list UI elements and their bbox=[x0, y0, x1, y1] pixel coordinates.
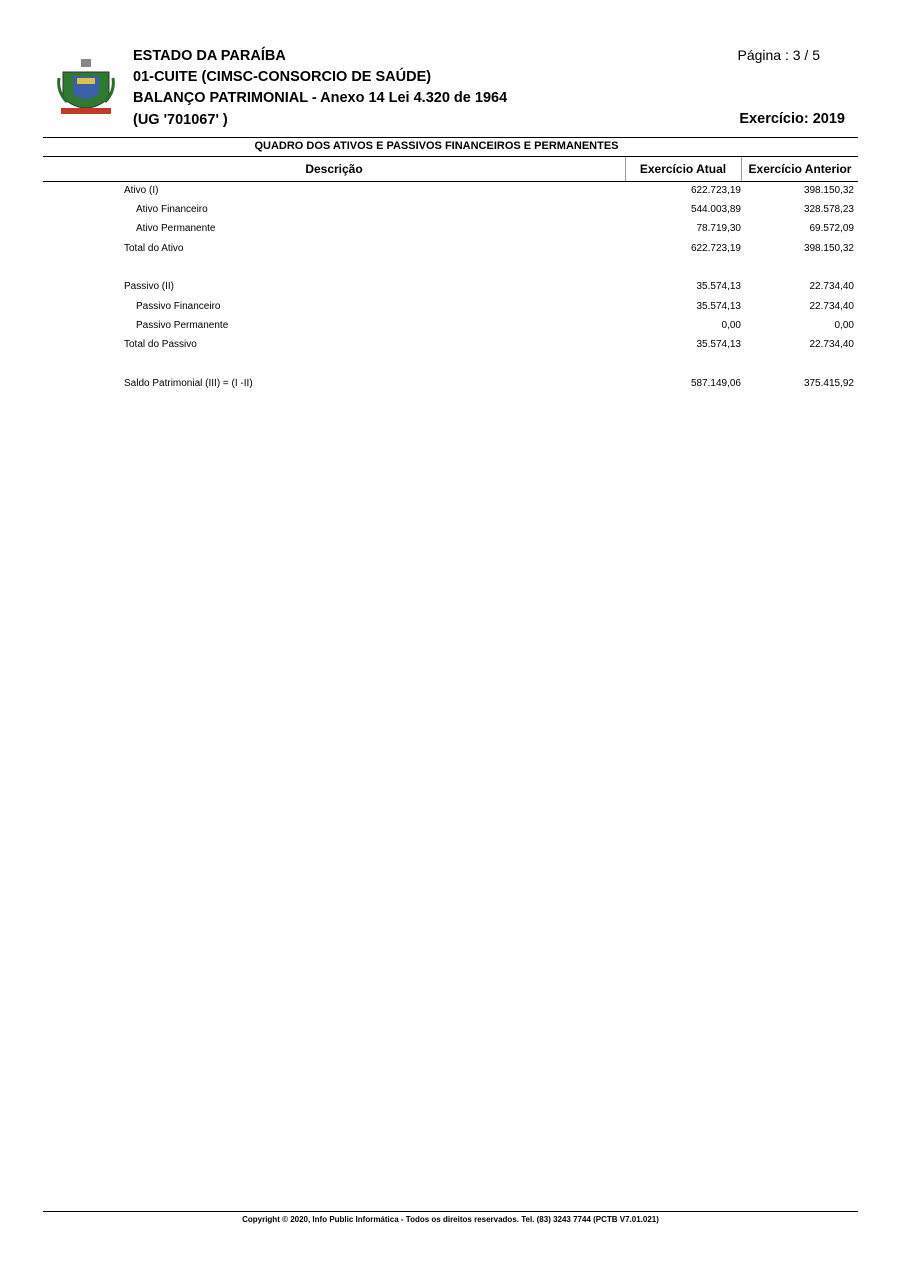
footer-divider bbox=[43, 1211, 858, 1212]
row-value-atual: 0,00 bbox=[721, 320, 741, 331]
footer-copyright: Copyright © 2020, Info Public Informática - Todos os direitos reservados. Tel. (83) 3243 7744 (PCTB V7.01.021) bbox=[242, 1215, 659, 1224]
ug-code: (UG '701067' ) bbox=[133, 112, 228, 128]
column-header-descricao: Descrição bbox=[305, 162, 363, 176]
row-value-anterior: 69.572,09 bbox=[809, 223, 854, 234]
table-title: QUADRO DOS ATIVOS E PASSIVOS FINANCEIROS E PERMANENTES bbox=[254, 140, 619, 152]
table-row bbox=[0, 277, 900, 296]
entity-title: 01-CUITE (CIMSC-CONSORCIO DE SAÚDE) bbox=[133, 69, 432, 85]
row-value-anterior: 398.150,32 bbox=[803, 243, 854, 254]
row-description: Total do Ativo bbox=[124, 243, 184, 254]
state-title: ESTADO DA PARAÍBA bbox=[133, 48, 286, 64]
row-value-atual: 622.723,19 bbox=[690, 243, 741, 254]
row-description: Passivo (II) bbox=[124, 281, 175, 292]
row-description: Total do Passivo bbox=[124, 339, 197, 350]
row-value-atual: 35.574,13 bbox=[696, 301, 741, 312]
table-row bbox=[0, 200, 900, 219]
row-value-anterior: 0,00 bbox=[834, 320, 854, 331]
column-header-anterior: Exercício Anterior bbox=[748, 162, 852, 176]
row-value-atual: 35.574,13 bbox=[696, 281, 741, 292]
row-description: Ativo Financeiro bbox=[136, 204, 208, 215]
column-header-atual: Exercício Atual bbox=[639, 162, 727, 176]
row-value-atual: 587.149,06 bbox=[690, 378, 741, 389]
table-row bbox=[0, 374, 900, 393]
table-row bbox=[0, 297, 900, 316]
header-divider bbox=[43, 137, 858, 138]
coat-of-arms-icon bbox=[55, 58, 117, 120]
row-value-atual: 35.574,13 bbox=[696, 339, 741, 350]
row-value-anterior: 398.150,32 bbox=[803, 185, 854, 196]
exercicio-year: Exercício: 2019 bbox=[739, 111, 845, 127]
row-description: Passivo Financeiro bbox=[136, 301, 221, 312]
row-description: Ativo Permanente bbox=[136, 223, 216, 234]
row-value-anterior: 22.734,40 bbox=[809, 281, 854, 292]
table-row bbox=[0, 316, 900, 335]
row-value-atual: 622.723,19 bbox=[690, 185, 741, 196]
row-value-anterior: 375.415,92 bbox=[803, 378, 854, 389]
table-row bbox=[0, 181, 900, 200]
row-value-anterior: 22.734,40 bbox=[809, 339, 854, 350]
table-row bbox=[0, 219, 900, 238]
row-description: Passivo Permanente bbox=[136, 320, 229, 331]
row-value-anterior: 22.734,40 bbox=[809, 301, 854, 312]
row-value-anterior: 328.578,23 bbox=[803, 204, 854, 215]
row-value-atual: 544.003,89 bbox=[690, 204, 741, 215]
page-number: Página : 3 / 5 bbox=[737, 47, 820, 63]
row-description: Ativo (I) bbox=[124, 185, 159, 196]
row-value-atual: 78.719,30 bbox=[696, 223, 741, 234]
table-row bbox=[0, 335, 900, 354]
table-row bbox=[0, 239, 900, 258]
row-description: Saldo Patrimonial (III) = (I -II) bbox=[124, 378, 253, 389]
report-title: BALANÇO PATRIMONIAL - Anexo 14 Lei 4.320 de 1964 bbox=[133, 90, 508, 106]
